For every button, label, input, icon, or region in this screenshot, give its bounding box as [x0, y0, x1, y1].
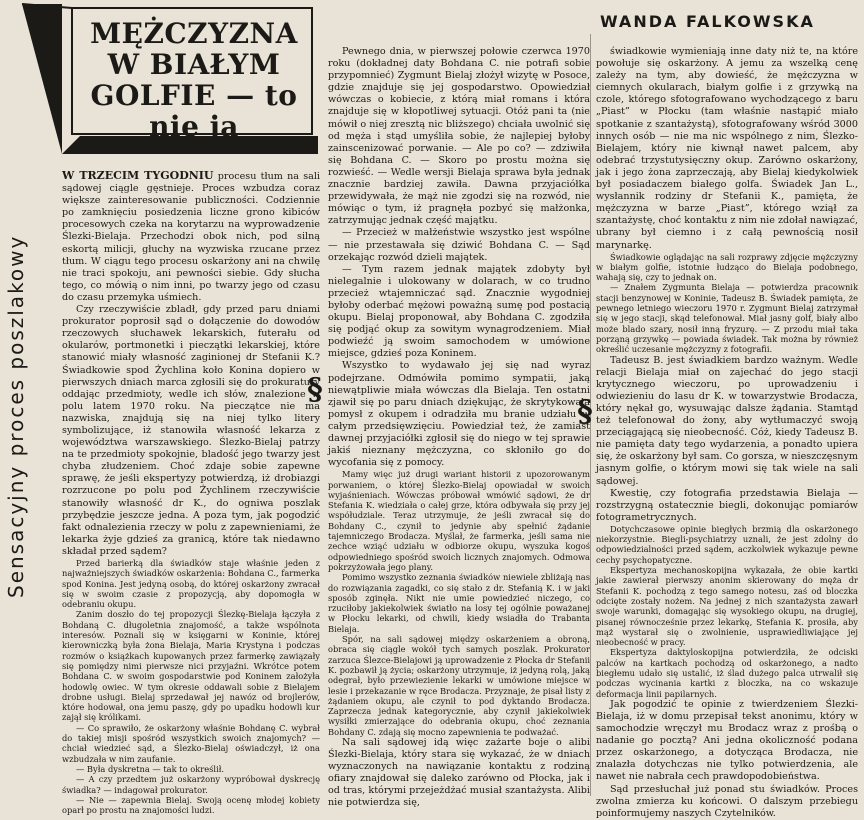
headline-box — [22, 4, 318, 154]
paragraph: Na sali sądowej idą więc zażarte boje o alibi Ślezki-Bielaja, który stara się wykazać, że w dniach wyznaczonych na nawiązanie kontaktu z rodziną ofiary znajdował się daleko zarówno od Płocka, jak i od tras, którymi przejeżdżać musiał szantażysta. Alibi nie potwierdza się, — [328, 737, 590, 809]
paragraph: Ekspertyza mechanoskopijna wykazała, że obie kartki jakie zawierał pierwszy anonim skierowany do męża dr Stefanii K. pochodzą z tego samego notesu, zaś od bloczka odcięte zostały nożem. Na jednej z nich szantażysta zawarł swoje warunki, domagając się wysokiego okupu, na drugiej, pisanej równocześnie przez lekarkę, Stefania K. prosiła, aby mąż wystarał się o zwolnienie, usprawiedliwiające jej nieobecność w pracy. — [596, 565, 858, 648]
paragraph: — Co sprawiło, że oskarżony właśnie Bohdanę C. wybrał do takiej misji spośród wszystkich swoich znajomych? — chciał wiedzieć sąd, a Ślezko-Bielaj oświadczył, iż ona wzbudzała w nim zaufanie. — [62, 722, 320, 764]
lead-paragraph — [62, 170, 320, 304]
author-byline: WANDA FALKOWSKA — [600, 12, 815, 31]
section-mark-icon: § — [307, 372, 323, 407]
headline-line-2: W BIAŁYM — [107, 48, 281, 81]
paragraph: — Była dyskretna — tak to określił. — [76, 763, 225, 774]
paragraph: Przed barierką dla świadków staje właśnie jeden z najważniejszych świadków oskarżenia: Bohdana C., farmerka spod Konina. Jest jedyną osobą, do której oskarżony zwracał się w swoim czasie z propozycją, aby dopomogła w odebraniu okupu. — [62, 558, 320, 610]
paragraph: Pomimo wszystko zeznania świadków niewiele zbliżają nas do rozwiązania zagadki, co się stało z dr. Stefanią K. i w jaki sposób zginęła. Nikt nie umie powiedzieć niczego, co rzuciłoby jakiekolwiek światło na losy tej ogólnie poważanej w Płocku lekarki, od chwili, kiedy wsiadła do Trabanta Bielaja. — [328, 572, 590, 634]
section-mark-icon: § — [577, 394, 593, 429]
paragraph: Mamy więc już drugi wariant historii z upozorowanym porwaniem, o której Ślezko-Bielaj opowiadał w swoich wyjaśnieniach. Wówczas próbował wmówić sądowi, że dr Stefania K. wiedziała o całej grze, która odbywała się przy jej współudziale. Teraz utrzymuje, że jeśli zwracał się do Bohdany C., czynił to jedynie aby spełnić żądanie tajemniczego Brodacza. Myślał, że farmerka, jeśli sama nie zechce wziąć udziału w odbiorze okupu, wyszuka kogoś odpowiedniego spośród swoich licznych znajomych. Odmowa pokrzyżowała jego plany. — [328, 469, 590, 572]
paragraph: Tadeusz B. jest świadkiem bardzo ważnym. Wedle relacji Bielaja miał on zajechać do jego stacji krytycznego wieczoru, po uprowadzeniu i odwiezieniu do lasu dr K. w towarzystwie Brodacza, który nękał go, wysuwając dalsze żądania. Stamtąd też telefonował do żony, aby wytłumaczyć swoją przeciągającą się nieobecność. Cóż, kiedy Tadeusz B. nie pamięta daty tego wydarzenia, a ponadto upiera się, że oskarżony był sam. Co gorsza, w nieszczęsnym jasnym golfie, o którym mowi się tak wiele na sali sądowej. — [596, 354, 858, 487]
article-column-3 — [596, 46, 859, 819]
paragraph: Świadkowie oglądając na sali rozprawy zdjęcie mężczyzny w białym golfie, istotnie łudząco do Bielaja podobnego, wahają się, czy to jednak on. — [596, 251, 858, 283]
paragraph: Wszystko to wydawało jej się nad wyraz podejrzane. Odmówiła pomimo sympatii, jaką niewątpliwie miała wówczas dla Bielaja. Ten ostatni zjawił się po paru dniach dziękując, że skrytykowała pomysł z okupem i odradziła mu branie udziału w całym przedsięwzięciu. Powiedział też, że zamiast dawnej przyjaciółki zgłosił się do niego w tej sprawie jakiś nieznany mężczyzna, co skłoniło go do wycofania się z pomocy. — [328, 360, 590, 469]
section-label: Sensacyjny proces poszlakowy — [4, 234, 28, 598]
article-column-2 — [328, 46, 590, 809]
paragraph: — Nie — zapewnia Bielaj. Swoją ocenę młodej kobiety oparł po prostu na znajomości ludzi. — [62, 794, 320, 816]
lead-text: procesu tłum na sali sądowej ciągle gęstnieje. Proces wzbudza coraz większe zainteresowanie publiczności. Codziennie po zamknięciu posiedzenia liczne grono kibiców procesowych czeka na korytarzu na wyprowadzenie Ślezki-Bielaja. Przechodzi obok nich, pod silną eskortą milicji, głuchy na wyzwiska rzucane przez tłum. W ciągu tego procesu oskarżony ani na chwilę nie traci spokoju, ani pewności siebie. Gdy słucha tego, co mówią o nim inni, po twarzy jego od czasu do czasu przemyka uśmiech. — [62, 171, 320, 303]
paragraph: — Przecież w małżeństwie wszystko jest wspólne — nie przestawała się dziwić Bohdana C. — Sąd orzekając rozwód dzieli majątek. — [328, 227, 590, 263]
paragraph: Spór, na sali sądowej między oskarżeniem a obroną, obraca się ciągle wokół tych samych poszlak. Prokurator zarzuca Ślezce-Bielajowi ją uprowadzenie z Płocka dr Stefanii K. pozbawił ją życia; oskarżony utrzymuje, iż jedyną rolą, jaką odegrał, było przewiezienie lekarki w umówione miejsce w lesie i przekazanie w ręce Brodacza. Przyznaje, że pisał listy z żądaniem okupu, ale czynił to pod dyktando Brodacza. Zaprzecza jednak kategorycznie, aby czynił jakiekolwiek wysiłki zmierzające do odebrania okupu, choć zeznania Bohdany C. zdają się mocno zapewnienia te podważać. — [328, 634, 590, 737]
paragraph: Dotychczasowe opinie biegłych brzmią dla oskarżonego niekorzystnie. Biegli-psychiatrzy uznali, że jest zdolny do odpowiedzialności przed sądem, aczkolwiek wykazuje pewne cechy psychopatyczne. — [596, 523, 858, 565]
paragraph: świadkowie wymieniają inne daty niż te, na które powołuje się oskarżony. A jemu za wszelką cenę zależy na tym, aby dowieść, że mężczyzna w ciemnych okularach, białym golfie i z grzywką na czole, którego sfotografowano wychodzącego z baru „Piast” w Płocku (tam właśnie nastąpić miało spotkanie z szantażystą), sfotografowany wśród 3000 innych osób — nie ma nic wspólnego z nim, Ślezko-Bielajem, który nie kiwnął nawet palcem, aby odebrać trzystutysięczny okup. Zarówno oskarżony, jak i jego żona zaprzeczają, aby Bielaj kiedykolwiek był posiadaczem białego golfa. Świadek Jan L., wysłannik rodziny dr Stefanii K., pamięta, że mężczyzna w barze „Piast”, którego wziął za szantażystę, choć kontaktu z nim nie zdołał nawiązać, ubrany był ciemno i z całą pewnością nosił marynarkę. — [596, 46, 859, 251]
lead-word: W TRZECIM TYGODNIU — [62, 169, 214, 182]
headline-line-1: MĘŻCZYZNA — [90, 17, 298, 50]
paragraph: Czy rzeczywiście zbladł, gdy przed paru dniami prokurator poprosił sąd o dołączenie do dowodów rzeczowych słuchawek lekarskich, futerału od okularów, portmonetki i pieczątki lekarskiej, które stanowić miały własność zaginionej dr Stefanii K.? Świadkowie spod Żychlina koło Konina dopiero w pierwszych dniach marca zgłosili się do prokuratury oddając przedmioty, wedle ich słów, znalezione w polu latem 1970 roku. Na pieczątce nie ma nazwiska, znajdują się na niej tylko litery symbolizujące, iż stanowiła własność lekarza z województwa warszawskiego. Ślezko-Bielaj patrzy na te przedmioty spokojnie, bladość jego twarzy jest chyba złudzeniem. Choć zdaje sobie zapewne sprawę, że jeśli ekspertyzy potwierdzą, iż drobiazgi rozrzucone po polu pod Żychlinem rzeczywiście stanowiły własność dr K., do ogniwa poszlak przybędzie jeszcze jedna. A poza tym, jak pogodzić fakt odnalezienia rzeczy w polu z zapewnieniami, że lekarka żyje gdzieś za granicą, które tak niedawno składał przed sądem? — [62, 304, 320, 557]
paragraph: Sąd przesłuchał już ponad stu świadków. Proces zwolna zmierza ku końcowi. O dalszym przebiegu poinformujemy naszych Czytelników. — [596, 783, 858, 819]
article-column-1 — [62, 169, 320, 816]
paragraph: — A czy przedtem już oskarżony wypróbował dyskrecję świadka? — indagował prokurator. — [62, 774, 320, 795]
headline-shadow-left — [22, 4, 62, 154]
paragraph: Pewnego dnia, w pierwszej połowie czerwca 1970 roku (dokładnej daty Bohdana C. nie potrafi sobie przypomnieć) Zygmunt Bielaj złożył wizytę w Posoce, gdzie znajduje się jej gospodarstwo. Opowiedział wówczas o kobiecie, z którą miał romans i która znajduje się w kłopotliwej sytuacji. Otóż pani ta (nie mówił o niej zresztą nic bliższego) chciała uwolnić się od męża i stąd umyśliła sobie, że najlepiej byłoby zainscenizować porwanie. — Ale po co? — zdziwiła się Bohdana C. — Skoro po prostu można się rozwieść. — Wedle wersji Bielaja sprawa była jednak znacznie bardziej zawiła. Dawna przyjaciółka przewidywała, że mąż nie zgodzi się na rozwód, nie mówiąc o tym, iż pragnęła pozbyć się małżonka, zatrzymując jednak część majątku. — [328, 46, 590, 227]
paragraph: Kwestię, czy fotografia przedstawia Bielaja — rozstrzygną ostatecznie biegli, dokonując pomiarów fotogrametrycznych. — [596, 487, 858, 523]
paragraph: — Tym razem jednak majątek zdobyty był nielegalnie i ulokowany w dolarach, w co trudno przecież wtajemniczać sąd. Znacznie wygodniej byłoby oderbać mężowi poważną sumę pod postacią okupu. Bielaj proponował, aby Bohdana C. zgodziła się podjąć okup za sowitym wynagrodzeniem. Miał podwieźć ją swoim samochodem w umówione miejsce, gdzieś poza Koninem. — [328, 263, 590, 360]
headline — [80, 18, 308, 142]
headline-line-3: GOLFIE — to nie ja — [90, 79, 298, 143]
paragraph: Ekspertyza daktyloskopijna potwierdziła, że odciski palców na kartkach pochodzą od oskarżonego, a nadto biegłemu udało się ustalić, iż ślad dużego palca utrwalił się podczas wycinania kartki z bloczka, na co wskazuje deformacja linii papilarnych. — [596, 647, 858, 699]
paragraph: — Znałem Zygmunta Bielaja — potwierdza pracownik stacji benzynowej w Koninie, Tadeusz B. Świadek pamięta, że pewnego letniego wieczoru 1970 r. Zygmunt Bielaj zatrzymał się w jego stacji, skąd telefonował. Miał jasny golf, biały albo może blado szary, nosił inną fryzurę. — Z przodu miał taka porząną grzywkę — powiada świadek. Tak można by również określić uczesanie mężczyzny z fotografii. — [596, 282, 858, 355]
paragraph: Jak pogodzić te opinie z twierdzeniem Ślezki-Bielaja, iż w domu przepisał tekst anonimu, który w samochodzie wręczył mu Brodacz wraz z prośbą o nadanie go pocztą? Ani jedna okoliczność podana przez oskarżonego, a dotycząca Brodacza, nie znalazła dotychczas nie tylko potwierdzenia, ale nawet nie nabrała cech prawdopodobieństwa. — [596, 698, 858, 783]
paragraph: Zanim doszło do tej propozycji Ślezkę-Bielaja łączyła z Bohdaną C. długoletnia znajomość, a także wspólnota interesów. Poznali się w księgarni w Koninie, której kierowniczką była żona Bielaja, Maria Krystyna i podczas rozmów o książkach kupowanych przez farmerkę zawiązały się pomiędzy nimi pierwsze nici przyjaźni. Wkrótce potem Bohdana C. w swoim gospodarstwie pod Koninem założyła hodowlę owiec. W tym okresie oddawali sobie z Bielajem drobne usługi. Bielaj sprzedawał jej nawóz od brojlerów, które hodował, ona jemu paszę, gdy po upadku hodowli kur zajął się królikami. — [62, 609, 320, 723]
